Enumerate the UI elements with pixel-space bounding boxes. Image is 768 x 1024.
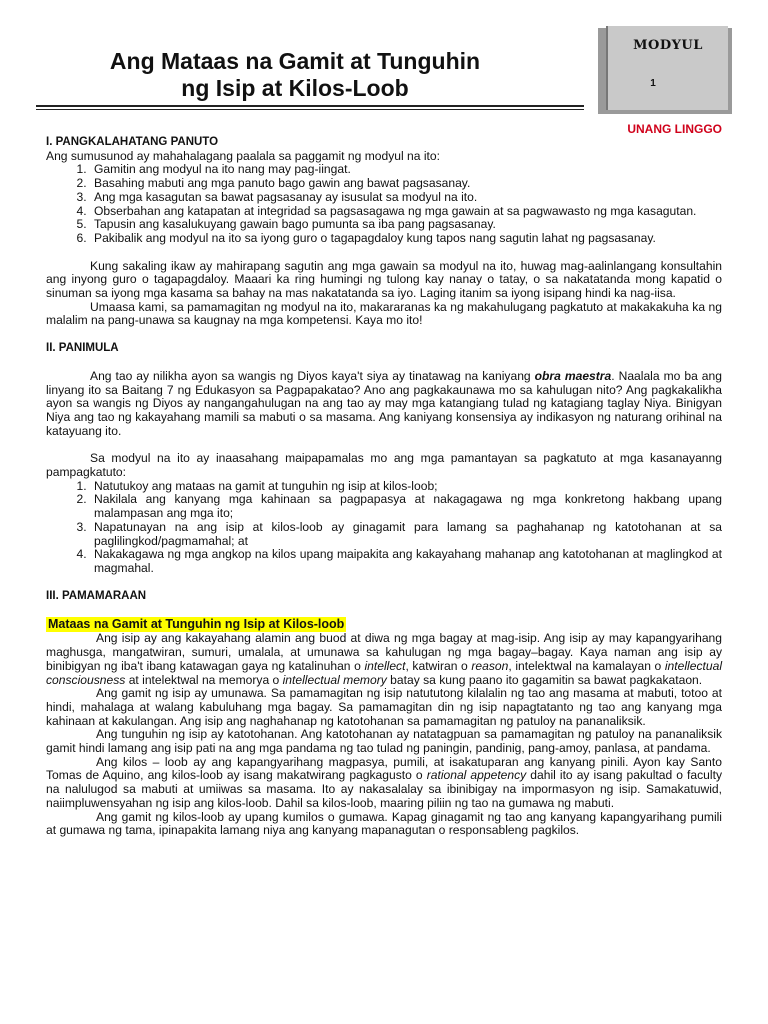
list-item: 4. Obserbahan ang katapatan at integridad sa pagsasagawa ng mga gawain at sa pagwawasto ng mga kasagutan. bbox=[90, 205, 722, 219]
title-underline bbox=[36, 105, 584, 107]
highlighted-subheading: Mataas na Gamit at Tunguhin ng Isip at Kilos-loob bbox=[48, 617, 345, 632]
list-item: 6. Pakibalik ang modyul na ito sa iyong guro o tagapagdaloy kung tapos nang sagutin lahat ng pagsasanay. bbox=[90, 232, 722, 246]
guidelines-list bbox=[46, 163, 722, 245]
document-body bbox=[46, 136, 722, 838]
title-underline-thin bbox=[36, 109, 584, 110]
text-run: Ang kilos – loob ay ang kapangyarihang magpasya, pumili, at isakatuparan ang kanyang pinili. Ayon kay Santo Tomas de Aquino, ang kilos-loob ay isang makatwirang pagkagusto o bbox=[46, 754, 722, 783]
modyul-label: MODYUL bbox=[633, 38, 703, 53]
emphasis-text: intellect bbox=[364, 658, 406, 673]
section-1-intro: Ang sumusunod ay mahahalagang paalala sa paggamit ng modyul na ito: bbox=[46, 148, 440, 163]
text-run: dahil ito ay isang pakultad o faculty na nalulugod sa mabuti at umiiwas sa masama. Ito ay nakasalalay sa ibinibigay na impormasyon ng isip. Samakatuwid, naiimpluwensyahan ng isip ang kilos-loob. Dahil sa kilos-loob, maaring piliin ng tao na gumawa ng mabuti. bbox=[46, 768, 722, 810]
emphasis-text: reason bbox=[471, 658, 509, 673]
list-item: 5. Tapusin ang kasalukuyang gawain bago pumunta sa iba pang pagsasanay. bbox=[90, 218, 722, 232]
emphasis-text: intellectual consciousness bbox=[46, 658, 723, 687]
text-run: , katwiran o bbox=[405, 658, 472, 673]
section-1-heading: I. PANGKALAHATANG PANUTO bbox=[46, 136, 219, 148]
section-3-paragraph bbox=[46, 632, 722, 687]
emphasis-text: rational appetency bbox=[426, 768, 527, 783]
list-item: 4. Nakakagawa ng mga angkop na kilos upang maipakita ang kakayahang mahanap ang katotohanan at maglingkod at magmahal. bbox=[90, 548, 722, 575]
section-3-paragraph bbox=[46, 756, 722, 811]
title-line-2: ng Isip at Kilos-Loob bbox=[181, 75, 409, 101]
section-2-paragraph: Sa modyul na ito ay inaasahang maipapamalas mo ang mga pamantayan sa pagkatuto at mga kasanayanng pampagkatuto: bbox=[46, 451, 722, 480]
emphasis-text: obra maestra bbox=[534, 368, 612, 383]
section-3-paragraph: Ang tunguhin ng isip ay katotohanan. Ang katotohanan ay natatagpuan sa pamamagitan ng patuloy na pananaliksik gamit hindi lamang ang isip pati na ang mga pandama ng tao tulad ng paningin, pandinig, pang-amoy, panlasa, at pandama. bbox=[46, 727, 722, 756]
list-item: 1. Gamitin ang modyul na ito nang may pag-iingat. bbox=[90, 163, 722, 177]
section-3-heading: III. PAMAMARAAN bbox=[46, 589, 147, 602]
section-2-heading: II. PANIMULA bbox=[46, 342, 119, 355]
list-item: 3. Ang mga kasagutan sa bawat pagsasanay ay isusulat sa modyul na ito. bbox=[90, 191, 722, 205]
section-1-paragraph: Kung sakaling ikaw ay mahirapang sagutin ang mga gawain sa modyul na ito, huwag mag-aalinlangang konsultahin ang inyong guro o tagapagdaloy. Maaari ka ring humingi ng tulong kay nanay o tatay, o sa nakatatanda mong kapatid o sinuman sa iyong mga kasama sa bahay na mas nakatatanda sa iyo. Laging itanim sa iyong isipang hindi ka nag-iisa. bbox=[46, 258, 722, 301]
list-item: 2. Nakilala ang kanyang mga kahinaan sa pagpapasya at nakagagawa ng mga konkretong hakbang upang malampasan ang mga ito; bbox=[90, 493, 722, 520]
section-3-paragraph: Ang gamit ng isip ay umunawa. Sa pamamagitan ng isip natututong kilalalin ng tao ang masama at mabuti, totoo at hindi, mahalaga at walang kabuluhang mga bagay. Sa pamamagitan din ng isip napagtatanto ng tao ang kanyang mga kahinaan at kakulangan. Ang isip ang naghahanap ng katotohanan sa pamamagitan ng patuloy na pananaliksik. bbox=[46, 686, 722, 728]
text-run: at intelektwal na memorya o bbox=[125, 672, 283, 687]
modyul-box bbox=[606, 26, 728, 110]
text-run: , intelektwal na kamalayan o bbox=[508, 658, 665, 673]
list-item: 2. Basahing mabuti ang mga panuto bago gawin ang bawat pagsasanay. bbox=[90, 177, 722, 191]
text-run: Ang isip ay ang kakayahang alamin ang buod at diwa ng mga bagay at mag-isip. Ang isip ay may kapangyarihang maghusga, mangatwiran, sumuri, umalala, at umunawa sa kahulugan ng mga bagay–bagay. Kaya naman ang isip ay binibigyan ng iba't ibang katawagan gaya ng katalinuhan o bbox=[46, 631, 722, 673]
section-1-paragraph: Umaasa kami, sa pamamagitan ng modyul na ito, makararanas ka ng makahulugang pagkatuto at makakakuha ka ng malalim na pang-unawa sa kaugnay na mga kompetensi. Kaya mo ito! bbox=[46, 299, 722, 328]
list-item: 1. Natutukoy ang mataas na gamit at tunguhin ng isip at kilos-loob; bbox=[90, 480, 722, 494]
list-item: 3. Napatunayan na ang isip at kilos-loob ay ginagamit para lamang sa paghahanap ng katotohanan at sa paglilingkod/pagmamahal; at bbox=[90, 521, 722, 548]
text-run: . Naalala mo ba ang linyang ito sa Baitang 7 ng Edukasyon sa Pagpapakatao? Ano ang pagkakaunawa mo sa kahulugan nito? Ang pagkakalikha ayon sa wangis ng Diyos ay nangangahulugan na ang tao ay may mga katangiang tulad ng katagiang taglay Niya. Binigyan Niya ang tao ng kakayahang mamili sa mabuti o sa masama. Ang kaniyang konsensiya ay indikasyon ng naturang orihinal na katayuang ito. bbox=[46, 368, 722, 438]
text-run: batay sa kung paano ito gagamitin sa bawat pagkakataon. bbox=[386, 672, 703, 687]
text-run: Ang tao ay nilikha ayon sa wangis ng Diyos kaya't siya ay tinatawag na kaniyang bbox=[90, 368, 535, 383]
objectives-list bbox=[46, 480, 722, 576]
emphasis-text: intellectual memory bbox=[282, 672, 387, 687]
title-line-1: Ang Mataas na Gamit at Tunguhin bbox=[109, 48, 481, 74]
modyul-number: 1 bbox=[650, 78, 656, 89]
section-2-paragraph bbox=[46, 370, 722, 439]
page-title bbox=[40, 48, 550, 102]
week-label: UNANG LINGGO bbox=[627, 122, 722, 136]
section-3-paragraph: Ang gamit ng kilos-loob ay upang kumilos o gumawa. Kapag ginagamit ng tao ang kanyang kapangyarihang pumili at gumawa ng tama, ipinapakita lamang niya ang kanyang mapanagutan o responsableng pagkilos. bbox=[46, 809, 722, 838]
